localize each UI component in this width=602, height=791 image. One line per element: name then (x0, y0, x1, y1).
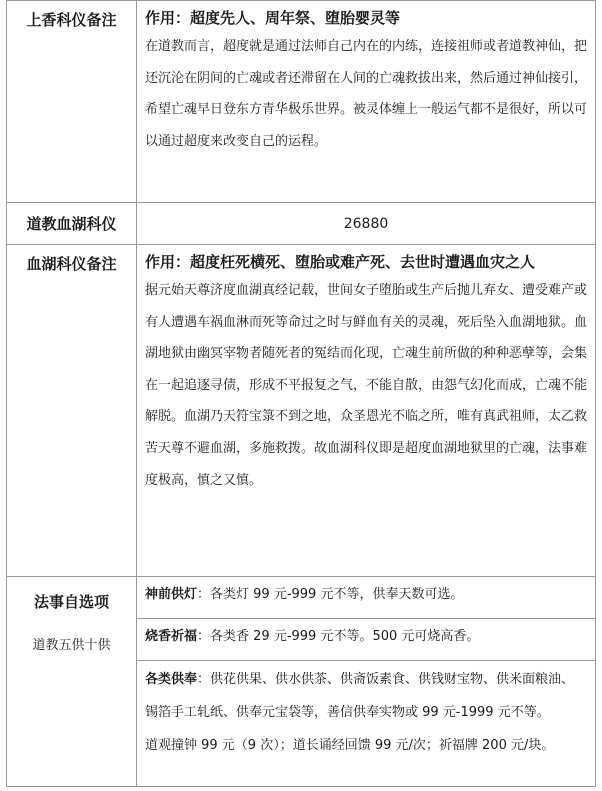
bloodlake-ritual-price: 26880 (137, 203, 596, 245)
offerings-text: ：供花供果、供水供茶、供斋饭素食、供钱财宝物、供米面粮油、锡箔手工轧纸、供奉元宝袋等，善信供奉实物或 99 元-1999 元不等。 (145, 672, 575, 720)
row-sublabel-offerings: 道教五供十供 (32, 638, 111, 653)
ritual-info-table (6, 0, 596, 787)
row-label-bloodlake-notes: 血湖科仪备注 (7, 245, 137, 577)
options-label-cell (7, 577, 137, 787)
incense-notes-cell (137, 1, 596, 203)
bloodlake-purpose-heading: 作用：超度枉死横死、堕胎或难产死、去世时遭遇血灾之人 (145, 253, 536, 271)
bloodlake-description: 据元始天尊济度血湖真经记载，世间女子堕胎或生产后抛儿弃女、遭受难产或有人遭遇车祸血淋而死等命过之时与鲜血有关的灵魂，死后坠入血湖地狱。血湖地狱由幽冥宰物者随死者的冤结而化现，亡魂生前所做的种种恶孽等，会集在一起追逐寻债，形成不平报复之气，不能自散，由怨气幻化而成，亡魂不能解脱。血湖乃天符宝箓不到之地，众圣恩光不临之所，唯有真武祖师，太乙救苦天尊不避血湖，多施救拨。故血湖科仪即是超度血湖地狱里的亡魂，法事难度极高，慎之又慎。 (145, 283, 588, 488)
incense-blessing-label: 烧香祈福 (145, 629, 198, 644)
table-row (7, 1, 596, 203)
row-label-bloodlake-ritual: 道教血湖科仪 (7, 203, 137, 245)
incense-blessing-text: ：各类香 29 元-999 元不等。500 元可烧高香。 (197, 629, 480, 644)
incense-blessing-cell (137, 619, 596, 661)
table-row (7, 203, 596, 245)
incense-description: 在道教而言，超度就是通过法师自己内在的内练，连接祖师或者道教神仙，把还沉沦在阴间的亡魂或者还滞留在人间的亡魂救拔出来，然后通过神仙接引，希望亡魂早日登东方青华极乐世界。被灵体缠上一般运气都不是很好，所以可以通过超度来改变自己的运程。 (145, 39, 588, 149)
table-row (7, 577, 596, 619)
offerings-cell (137, 661, 596, 787)
row-label-incense-notes: 上香科仪备注 (7, 1, 137, 203)
lamp-offering-text: ：各类灯 99 元-999 元不等，供奉天数可选。 (197, 587, 464, 602)
bloodlake-notes-cell (137, 245, 596, 577)
table-row (7, 245, 596, 577)
incense-purpose-heading: 作用：超度先人、周年祭、堕胎婴灵等 (145, 9, 401, 27)
row-label-optional-rituals: 法事自选项 (33, 593, 109, 611)
lamp-offering-cell (137, 577, 596, 619)
offerings-label: 各类供奉 (145, 672, 198, 687)
lamp-offering-label: 神前供灯 (145, 587, 198, 602)
extra-services-text: 道观撞钟 99 元（9 次）；道长诵经回馈 99 元/次；祈福牌 200 元/块。 (145, 738, 555, 753)
